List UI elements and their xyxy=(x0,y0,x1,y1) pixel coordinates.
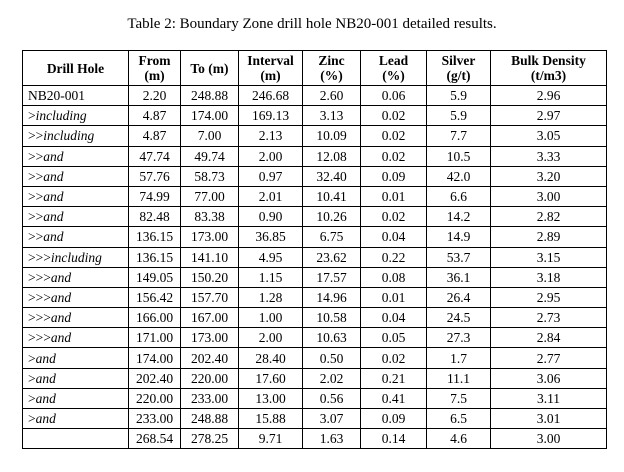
table-row xyxy=(23,429,607,449)
table-row xyxy=(23,106,607,126)
cell-from: 82.48 xyxy=(129,207,181,227)
cell-lead: 0.22 xyxy=(361,247,427,267)
table-body xyxy=(23,86,607,449)
cell-from: 74.99 xyxy=(129,186,181,206)
table-row xyxy=(23,328,607,348)
column-header-text: Silver xyxy=(441,53,476,68)
cell-lead: 0.21 xyxy=(361,368,427,388)
interval-level-prefix: >>> xyxy=(28,289,51,305)
table-row xyxy=(23,186,607,206)
cell-zinc: 3.07 xyxy=(303,409,361,429)
cell-drill-hole xyxy=(23,247,129,267)
cell-drill-hole xyxy=(23,186,129,206)
column-header-to xyxy=(181,51,239,86)
cell-to: 7.00 xyxy=(181,126,239,146)
interval-qualifier: and xyxy=(43,189,64,205)
cell-drill-hole xyxy=(23,126,129,146)
table-row xyxy=(23,166,607,186)
cell-lead: 0.01 xyxy=(361,186,427,206)
cell-bulk-density: 3.05 xyxy=(491,126,607,146)
column-header-text: (g/t) xyxy=(446,68,471,83)
cell-interval: 2.13 xyxy=(239,126,303,146)
cell-from: 156.42 xyxy=(129,287,181,307)
cell-interval: 28.40 xyxy=(239,348,303,368)
cell-lead: 0.08 xyxy=(361,267,427,287)
cell-silver: 1.7 xyxy=(427,348,491,368)
cell-silver: 53.7 xyxy=(427,247,491,267)
interval-qualifier: and xyxy=(35,350,56,366)
column-header-text: From xyxy=(138,53,171,68)
cell-interval: 1.15 xyxy=(239,267,303,287)
interval-qualifier: and xyxy=(35,390,56,406)
interval-qualifier: and xyxy=(43,229,64,245)
interval-qualifier: NB20-001 xyxy=(28,88,85,104)
cell-to: 173.00 xyxy=(181,328,239,348)
cell-bulk-density: 3.33 xyxy=(491,146,607,166)
cell-interval: 15.88 xyxy=(239,409,303,429)
cell-bulk-density: 3.20 xyxy=(491,166,607,186)
cell-lead: 0.06 xyxy=(361,86,427,106)
table-row xyxy=(23,86,607,106)
cell-silver: 36.1 xyxy=(427,267,491,287)
interval-level-prefix: > xyxy=(28,390,36,406)
cell-drill-hole xyxy=(23,146,129,166)
interval-qualifier: and xyxy=(35,370,56,386)
interval-qualifier: including xyxy=(35,108,87,124)
cell-lead: 0.09 xyxy=(361,166,427,186)
cell-from: 202.40 xyxy=(129,368,181,388)
cell-zinc: 2.60 xyxy=(303,86,361,106)
cell-to: 202.40 xyxy=(181,348,239,368)
cell-bulk-density: 2.73 xyxy=(491,308,607,328)
cell-interval: 9.71 xyxy=(239,429,303,449)
cell-drill-hole xyxy=(23,207,129,227)
interval-level-prefix: >> xyxy=(28,229,44,245)
cell-silver: 6.5 xyxy=(427,409,491,429)
cell-interval: 169.13 xyxy=(239,106,303,126)
cell-drill-hole xyxy=(23,388,129,408)
cell-zinc: 10.41 xyxy=(303,186,361,206)
cell-interval: 2.00 xyxy=(239,328,303,348)
drill-results-table xyxy=(22,50,607,449)
cell-to: 278.25 xyxy=(181,429,239,449)
cell-lead: 0.41 xyxy=(361,388,427,408)
cell-bulk-density: 3.06 xyxy=(491,368,607,388)
cell-to: 141.10 xyxy=(181,247,239,267)
cell-bulk-density: 2.77 xyxy=(491,348,607,368)
cell-from: 136.15 xyxy=(129,227,181,247)
cell-silver: 11.1 xyxy=(427,368,491,388)
cell-zinc: 23.62 xyxy=(303,247,361,267)
interval-qualifier: and xyxy=(50,289,72,305)
cell-silver: 14.2 xyxy=(427,207,491,227)
table-row xyxy=(23,409,607,429)
cell-to: 83.38 xyxy=(181,207,239,227)
interval-qualifier: and xyxy=(43,209,64,225)
cell-to: 233.00 xyxy=(181,388,239,408)
cell-from: 171.00 xyxy=(129,328,181,348)
cell-from: 136.15 xyxy=(129,247,181,267)
interval-level-prefix: > xyxy=(28,350,36,366)
cell-from: 233.00 xyxy=(129,409,181,429)
interval-level-prefix: >>> xyxy=(28,310,51,326)
cell-drill-hole xyxy=(23,368,129,388)
cell-from: 57.76 xyxy=(129,166,181,186)
cell-silver: 27.3 xyxy=(427,328,491,348)
cell-zinc: 3.13 xyxy=(303,106,361,126)
column-header-text: Lead xyxy=(378,53,409,68)
interval-qualifier: and xyxy=(50,310,72,326)
interval-qualifier: and xyxy=(50,269,72,285)
cell-silver: 26.4 xyxy=(427,287,491,307)
cell-bulk-density: 3.15 xyxy=(491,247,607,267)
table-row xyxy=(23,227,607,247)
cell-bulk-density: 3.11 xyxy=(491,388,607,408)
cell-to: 248.88 xyxy=(181,86,239,106)
column-header-text: Interval xyxy=(247,53,294,68)
cell-interval: 0.97 xyxy=(239,166,303,186)
table-row xyxy=(23,388,607,408)
cell-interval: 0.90 xyxy=(239,207,303,227)
interval-level-prefix: >> xyxy=(28,168,44,184)
cell-interval: 1.28 xyxy=(239,287,303,307)
cell-to: 167.00 xyxy=(181,308,239,328)
cell-bulk-density: 2.95 xyxy=(491,287,607,307)
interval-level-prefix: > xyxy=(28,108,36,124)
cell-zinc: 14.96 xyxy=(303,287,361,307)
interval-level-prefix: >>> xyxy=(28,249,51,265)
cell-zinc: 10.58 xyxy=(303,308,361,328)
cell-lead: 0.01 xyxy=(361,287,427,307)
column-header-text: (m) xyxy=(144,68,165,83)
cell-lead: 0.02 xyxy=(361,106,427,126)
cell-zinc: 32.40 xyxy=(303,166,361,186)
column-header-text: Zinc xyxy=(318,53,345,68)
cell-drill-hole xyxy=(23,267,129,287)
cell-drill-hole xyxy=(23,348,129,368)
cell-interval: 2.01 xyxy=(239,186,303,206)
table-row xyxy=(23,287,607,307)
cell-interval: 13.00 xyxy=(239,388,303,408)
column-header-drill-hole xyxy=(23,51,129,86)
cell-interval: 36.85 xyxy=(239,227,303,247)
cell-interval: 4.95 xyxy=(239,247,303,267)
cell-from: 2.20 xyxy=(129,86,181,106)
column-header-text: (m) xyxy=(260,68,281,83)
cell-lead: 0.05 xyxy=(361,328,427,348)
table-header-row xyxy=(23,51,607,86)
cell-lead: 0.02 xyxy=(361,126,427,146)
interval-level-prefix: >> xyxy=(28,148,44,164)
column-header-silver xyxy=(427,51,491,86)
interval-level-prefix: >> xyxy=(28,189,44,205)
interval-qualifier: and xyxy=(43,148,64,164)
cell-zinc: 0.56 xyxy=(303,388,361,408)
cell-drill-hole xyxy=(23,86,129,106)
cell-to: 49.74 xyxy=(181,146,239,166)
cell-lead: 0.02 xyxy=(361,348,427,368)
interval-level-prefix: >>> xyxy=(28,269,51,285)
cell-from: 174.00 xyxy=(129,348,181,368)
cell-drill-hole xyxy=(23,227,129,247)
column-header-text: (t/m3) xyxy=(530,68,567,83)
interval-qualifier: and xyxy=(50,330,72,346)
cell-from: 4.87 xyxy=(129,106,181,126)
cell-zinc: 12.08 xyxy=(303,146,361,166)
cell-silver: 6.6 xyxy=(427,186,491,206)
column-header-lead xyxy=(361,51,427,86)
column-header-bulk-density xyxy=(491,51,607,86)
cell-to: 157.70 xyxy=(181,287,239,307)
cell-silver: 14.9 xyxy=(427,227,491,247)
cell-bulk-density: 2.84 xyxy=(491,328,607,348)
interval-level-prefix: > xyxy=(28,370,36,386)
table-row xyxy=(23,146,607,166)
column-header-zinc xyxy=(303,51,361,86)
cell-lead: 0.02 xyxy=(361,146,427,166)
cell-from: 166.00 xyxy=(129,308,181,328)
cell-zinc: 10.63 xyxy=(303,328,361,348)
cell-interval: 2.00 xyxy=(239,146,303,166)
cell-zinc: 2.02 xyxy=(303,368,361,388)
interval-level-prefix: >>> xyxy=(28,330,51,346)
table-row xyxy=(23,368,607,388)
cell-to: 173.00 xyxy=(181,227,239,247)
cell-silver: 7.7 xyxy=(427,126,491,146)
interval-qualifier: and xyxy=(43,168,64,184)
cell-lead: 0.09 xyxy=(361,409,427,429)
interval-level-prefix: >> xyxy=(28,128,44,144)
table-row xyxy=(23,126,607,146)
column-header-interval xyxy=(239,51,303,86)
interval-qualifier: and xyxy=(35,411,56,427)
column-header-text: Bulk Density xyxy=(511,53,586,68)
cell-from: 220.00 xyxy=(129,388,181,408)
cell-lead: 0.02 xyxy=(361,207,427,227)
table-row xyxy=(23,207,607,227)
interval-level-prefix: >> xyxy=(28,209,44,225)
cell-to: 174.00 xyxy=(181,106,239,126)
cell-drill-hole xyxy=(23,166,129,186)
cell-bulk-density: 3.01 xyxy=(491,409,607,429)
table-row xyxy=(23,348,607,368)
cell-from: 149.05 xyxy=(129,267,181,287)
cell-to: 150.20 xyxy=(181,267,239,287)
cell-silver: 42.0 xyxy=(427,166,491,186)
table-row xyxy=(23,267,607,287)
cell-interval: 1.00 xyxy=(239,308,303,328)
cell-interval: 246.68 xyxy=(239,86,303,106)
cell-bulk-density: 3.18 xyxy=(491,267,607,287)
cell-silver: 4.6 xyxy=(427,429,491,449)
cell-lead: 0.04 xyxy=(361,308,427,328)
table-row xyxy=(23,308,607,328)
cell-to: 58.73 xyxy=(181,166,239,186)
cell-from: 268.54 xyxy=(129,429,181,449)
column-header-text: (%) xyxy=(382,68,405,83)
cell-bulk-density: 2.97 xyxy=(491,106,607,126)
cell-from: 4.87 xyxy=(129,126,181,146)
cell-to: 220.00 xyxy=(181,368,239,388)
cell-silver: 5.9 xyxy=(427,86,491,106)
cell-bulk-density: 2.89 xyxy=(491,227,607,247)
cell-from: 47.74 xyxy=(129,146,181,166)
cell-silver: 24.5 xyxy=(427,308,491,328)
cell-bulk-density: 3.00 xyxy=(491,429,607,449)
cell-zinc: 6.75 xyxy=(303,227,361,247)
column-header-text: To (m) xyxy=(190,60,229,76)
cell-drill-hole xyxy=(23,287,129,307)
column-header-text: (%) xyxy=(320,68,343,83)
column-header-from xyxy=(129,51,181,86)
cell-bulk-density: 2.96 xyxy=(491,86,607,106)
cell-silver: 7.5 xyxy=(427,388,491,408)
interval-qualifier: including xyxy=(43,128,95,144)
table-caption: Table 2: Boundary Zone drill hole NB20-001 detailed results. xyxy=(127,16,497,32)
cell-bulk-density: 3.00 xyxy=(491,186,607,206)
cell-drill-hole xyxy=(23,106,129,126)
cell-to: 77.00 xyxy=(181,186,239,206)
cell-interval: 17.60 xyxy=(239,368,303,388)
cell-silver: 10.5 xyxy=(427,146,491,166)
column-header-text: Drill Hole xyxy=(46,60,105,76)
cell-zinc: 0.50 xyxy=(303,348,361,368)
cell-zinc: 1.63 xyxy=(303,429,361,449)
cell-drill-hole xyxy=(23,429,129,449)
cell-lead: 0.04 xyxy=(361,227,427,247)
cell-zinc: 10.26 xyxy=(303,207,361,227)
cell-to: 248.88 xyxy=(181,409,239,429)
table-row xyxy=(23,247,607,267)
cell-drill-hole xyxy=(23,328,129,348)
cell-zinc: 10.09 xyxy=(303,126,361,146)
interval-qualifier: including xyxy=(50,249,102,265)
cell-drill-hole xyxy=(23,409,129,429)
cell-zinc: 17.57 xyxy=(303,267,361,287)
cell-silver: 5.9 xyxy=(427,106,491,126)
cell-lead: 0.14 xyxy=(361,429,427,449)
cell-bulk-density: 2.82 xyxy=(491,207,607,227)
interval-level-prefix: > xyxy=(28,411,36,427)
cell-drill-hole xyxy=(23,308,129,328)
